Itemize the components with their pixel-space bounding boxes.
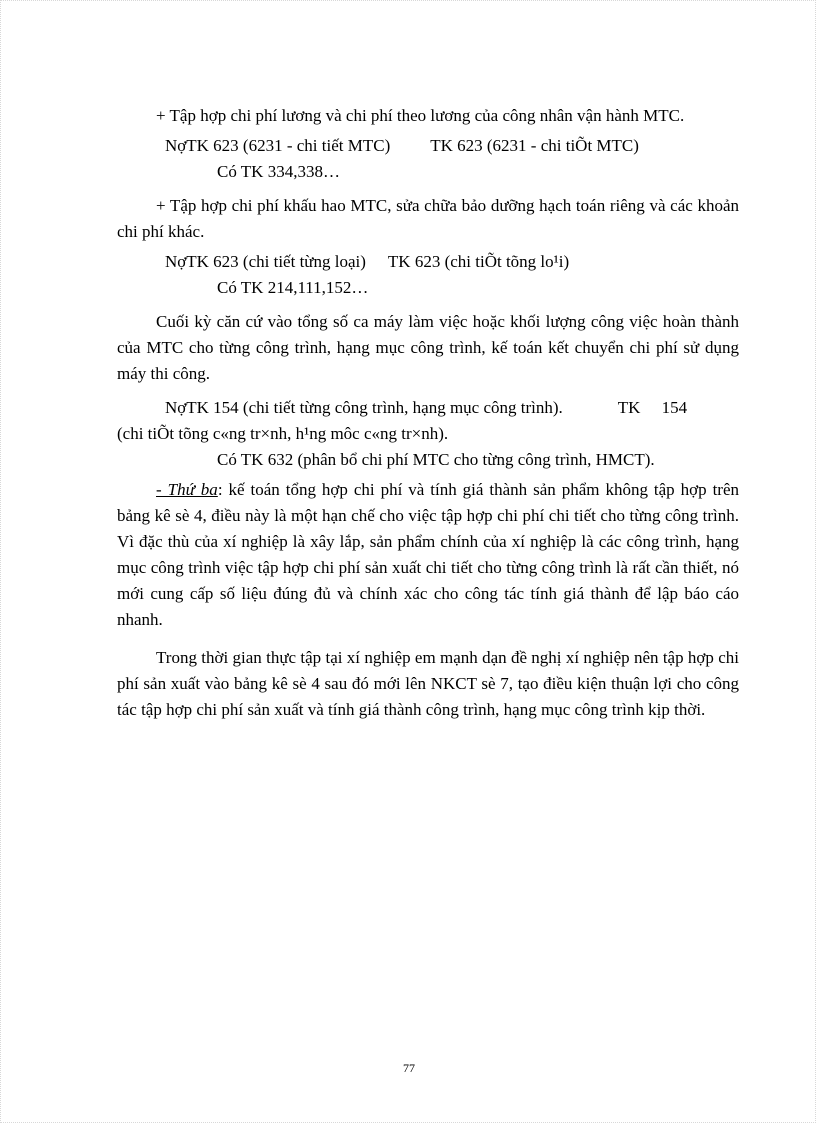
entry-1-debit [117,133,739,159]
entry-3-credit: Có TK 632 (phân bổ chi phí MTC cho từng công trình, HMCT). [217,450,655,469]
entry-2-credit-ref: TK 623 (chi tiÕt tõng lo¹i) [387,252,570,271]
paragraph-period-end-transfer: Cuối kỳ căn cứ vào tổng số ca máy làm việc hoặc khối lượng công việc hoàn thành của MTC cho từng công trình, hạng mục công trình, kế toán kết chuyển chi phí sử dụng máy thi công. [117,312,739,383]
entry-1-debit-text: NợTK 623 (6231 - chi tiết MTC) [165,136,391,155]
paragraph-recommendation: Trong thời gian thực tập tại xí nghiệp em mạnh dạn đề nghị xí nghiệp nên tập hợp chi phí sản xuất vào bảng kê sè 4 sau đó mới lên NKCT sè 7, tạo điều kiện thuận lợi cho công tác tập hợp chi phí sản xuất và tính giá thành công trình, hạng mục công trình kịp thời. [117,648,739,719]
page-content [117,103,739,727]
entry-2-debit [117,249,739,275]
paragraph-depreciation-costs: + Tập hợp chi phí khấu hao MTC, sửa chữa bảo dưỡng hạch toán riêng và các khoản chi phí khác. [117,196,739,241]
paragraph-third-point [117,477,739,633]
entry-3-debit-continued: (chi tiÕt tõng c«ng tr×nh, h¹ng môc c«ng tr×nh). [117,424,449,443]
entry-1-credit-ref: TK 623 (6231 - chi tiÕt MTC) [430,136,639,155]
entry-2-credit: Có TK 214,111,152… [217,278,369,297]
third-point-text: : kế toán tổng hợp chi phí và tính giá thành sản phẩm không tập hợp trên bảng kê sè 4, điều này là một hạn chế cho việc tập hợp chi phí chi tiết cho từng công trình. Vì đặc thù của xí nghiệp là xây lắp, sản phẩm chính của xí nghiệp là các công trình, hạng mục công trình việc tập hợp chi phí sản xuất chi tiết cho từng công trình là rất cần thiết, nó mới cung cấp số liệu đúng đủ và chính xác cho công tác tính giá thành để lập báo cáo nhanh. [117,480,740,629]
entry-2-debit-text: NợTK 623 (chi tiết từng loại) [165,252,366,271]
paragraph-salary-costs: + Tập hợp chi phí lương và chi phí theo lương của công nhân vận hành MTC. [156,106,685,125]
third-point-label: - Thứ ba [156,480,218,499]
entry-3-debit: NợTK 154 (chi tiết từng công trình, hạng mục công trình). TK 154 [165,398,688,417]
page-number: 77 [403,1061,415,1075]
entry-1-credit: Có TK 334,338… [217,162,340,181]
